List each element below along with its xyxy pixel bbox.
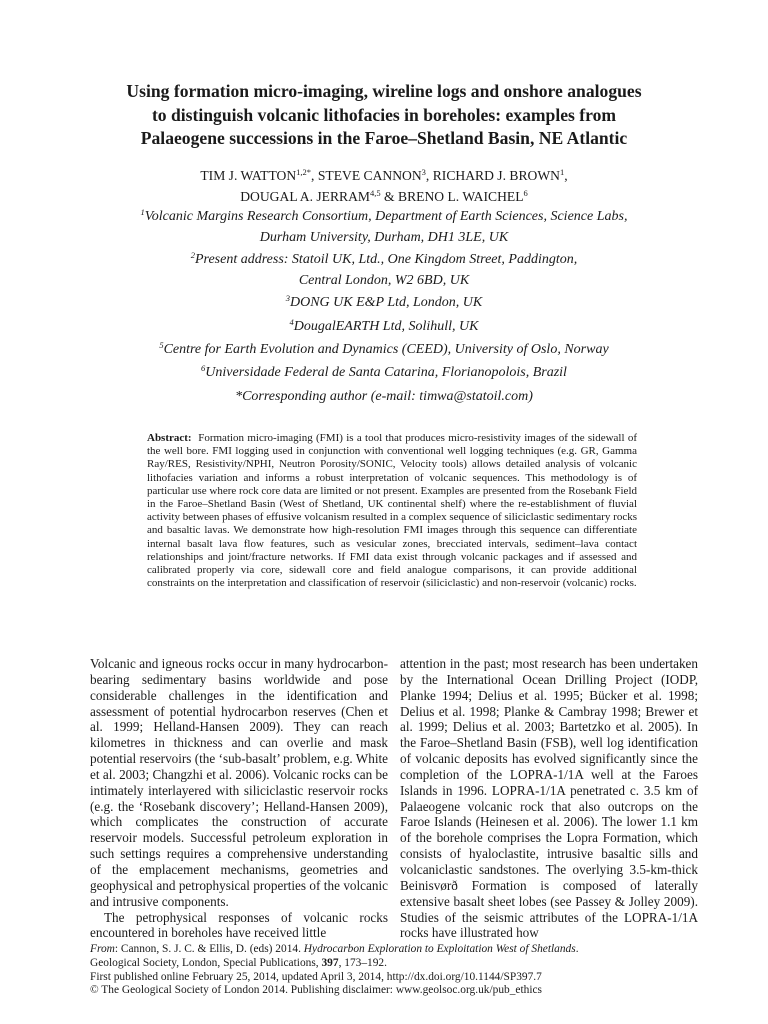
affiliation-marker: 3 (285, 293, 290, 303)
affiliation-marker: 1 (559, 167, 565, 177)
affiliation-text: Present address: Statoil UK, Ltd., One Kingdom Street, Paddington, (194, 252, 578, 267)
footer-line (90, 957, 700, 971)
author-name: , RICHARD J. BROWN (425, 168, 560, 183)
footer-line: © The Geological Society of London 2014. Publishing disclaimer: www.geolsoc.org.uk/pub_ethics (90, 984, 542, 997)
affiliation-4 (60, 317, 708, 338)
title-line: Palaeogene successions in the Faroe–Shetland Basin, NE Atlantic (140, 128, 628, 148)
footer-text: , 173–192. (338, 956, 387, 969)
footer-line (90, 943, 700, 957)
body-column-right (400, 656, 698, 941)
abstract-text: Formation micro-imaging (FMI) is a tool that produces micro-resistivity images of the sidewall of the well bore. FMI logging used in conjunction with conventional well logging techniques (e.g. GR, Gamma Ray/RES, Resistivity/NPHI, Neutron Porosity/SONIC, Velocity tools) allows detailed analysis of volcanic lithofacies variation and informs a robust interpretation of volcanic sequences. This methodology is of particular use where rock core data are limited or not present. Examples are presented from the Rosebank Field in the Faroe–Shetland Basin (West of Shetland, UK continental shelf) where the re-establishment of fluvial activity between phases of effusive volcanism resulted in a complex sequence of siliciclastic sedimentary rocks and basaltic lavas. We demonstrate how high-resolution FMI images through this sequence can differentiate internal basalt lava flow features, such as vesicular zones, brecciated intervals, sediment–lava contact relationships and joint/fracture networks. If FMI data exist through volcanic packages and if assessed and calibrated properly via core, sidewall core and field analogue comparisons, it can provide additional constraints on the interpretation and classification of reservoir (siliciclastic) and non-reservoir (volcanic) rocks. (147, 432, 638, 590)
affiliation-5 (60, 340, 708, 361)
footer-line: First published online February 25, 2014, updated April 3, 2014, http://dx.doi.org/10.1144/SP397.7 (90, 970, 542, 983)
author-name: , STEVE CANNON (311, 168, 422, 183)
affiliation-marker: 2 (190, 250, 195, 260)
affiliation-2 (60, 250, 708, 291)
author-separator: , (564, 168, 568, 183)
affiliation-marker: 1 (140, 207, 145, 217)
author-name: & BRENO L. WAICHEL (380, 189, 524, 204)
title-line: to distinguish volcanic lithofacies in boreholes: examples from (151, 104, 617, 125)
body-column-left (90, 656, 388, 941)
footer-text: Geological Society, London, Special Publications, (90, 956, 322, 969)
affiliation-1 (60, 207, 708, 248)
abstract (147, 432, 637, 590)
author-name: DOUGAL A. JERRAM (240, 189, 371, 204)
paper-title (60, 80, 708, 151)
author-list (60, 165, 708, 207)
affiliation-text: DONG UK E&P Ltd, London, UK (289, 295, 483, 310)
affiliation-text: Volcanic Margins Research Consortium, Department of Earth Sciences, Science Labs, (144, 209, 628, 224)
footer-editors: : Cannon, S. J. C. & Ellis, D. (eds) 2014. (114, 943, 304, 955)
affiliation-text: Central London, W2 6BD, UK (298, 272, 470, 288)
author-line (60, 165, 708, 186)
affiliation-marker: 4 (289, 317, 294, 327)
affiliation-marker: 6 (201, 363, 206, 373)
affiliation-text: DougalEARTH Ltd, Solihull, UK (293, 319, 479, 334)
author-name: TIM J. WATTON (200, 168, 297, 183)
footer-text: . (575, 943, 579, 955)
title-line: Using formation micro-imaging, wireline logs and onshore analogues (126, 81, 642, 101)
footer-volume: 397 (321, 956, 339, 969)
affiliation-marker: 1,2* (296, 167, 312, 177)
affiliation-text: Universidade Federal de Santa Catarina, Florianopolois, Brazil (205, 365, 567, 380)
body-paragraph: The petrophysical responses of volcanic rocks encountered in boreholes have received little (90, 909, 388, 941)
affiliation-6 (60, 363, 708, 384)
affiliation-marker: 3 (421, 167, 426, 177)
footer-from-label: From (90, 943, 115, 955)
author-line (60, 186, 708, 207)
footer-book-title: Hydrocarbon Exploration to Exploitation West of Shetlands (303, 943, 576, 955)
citation-footer (90, 943, 700, 998)
body-paragraph: attention in the past; most research has been undertaken by the International Ocean Drilling Project (IODP, Planke 1994; Delius et al. 1995; Bücker et al. 1998; Delius et al. 1998; Planke & Cambray 1998; Brewer et al. 1999; Delius et al. 2003; Bartetzko et al. 2005). In the Faroe–Shetland Basin (FSB), well log identification of volcanic deposits has evolved significantly since the completion of the LOPRA-1/1A well at the Faroes Islands in 1996. LOPRA-1/1A penetrated c. 3.5 km of Palaeogene volcanic rock that also outcrops on the Faroe Islands (Heinesen et al. 2006). The lower 1.1 km of the borehole comprises the Lopra Formation, which consists of hyaloclastite, intrusive basaltic sills and volcaniclastic sandstones. The overlying 3.5-km-thick Beinisvørð Formation is composed of laterally extensive basalt sheet lobes (see Passey & Jolley 2009). Studies of the seismic attributes of the LOPRA-1/1A rocks have illustrated how (400, 656, 698, 941)
affiliation-text: Durham University, Durham, DH1 3LE, UK (259, 229, 509, 245)
affiliation-marker: 4,5 (370, 188, 381, 198)
body-paragraph: Volcanic and igneous rocks occur in many hydrocarbon-bearing sedimentary basins worldwide and pose considerable challenges in the identification and assessment of potential hydrocarbon reserves (Chen et al. 1999; Helland-Hansen 2009). They can reach kilometres in thickness and can overlie and mask potential reservoirs (the ‘sub-basalt’ problem, e.g. White et al. 2003; Changzhi et al. 2006). Volcanic rocks can be intimately interlayered with siliciclastic reservoir rocks (e.g. the ‘Rosebank discovery’; Helland-Hansen 2009), which complicates the construction of accurate reservoir models. Successful petroleum exploration in such settings requires a comprehensive understanding of the emplacement mechanisms, geometries and geophysical and petrophysical properties of the volcanic and intrusive components. (90, 656, 388, 909)
affiliation-marker: 6 (523, 188, 528, 198)
abstract-label: Abstract: (147, 432, 192, 444)
corresponding-author: *Corresponding author (e-mail: timwa@statoil.com) (235, 389, 533, 404)
affiliation-text: Centre for Earth Evolution and Dynamics (CEED), University of Oslo, Norway (163, 342, 609, 357)
affiliation-3 (60, 293, 708, 314)
affiliation-marker: 5 (159, 340, 164, 350)
